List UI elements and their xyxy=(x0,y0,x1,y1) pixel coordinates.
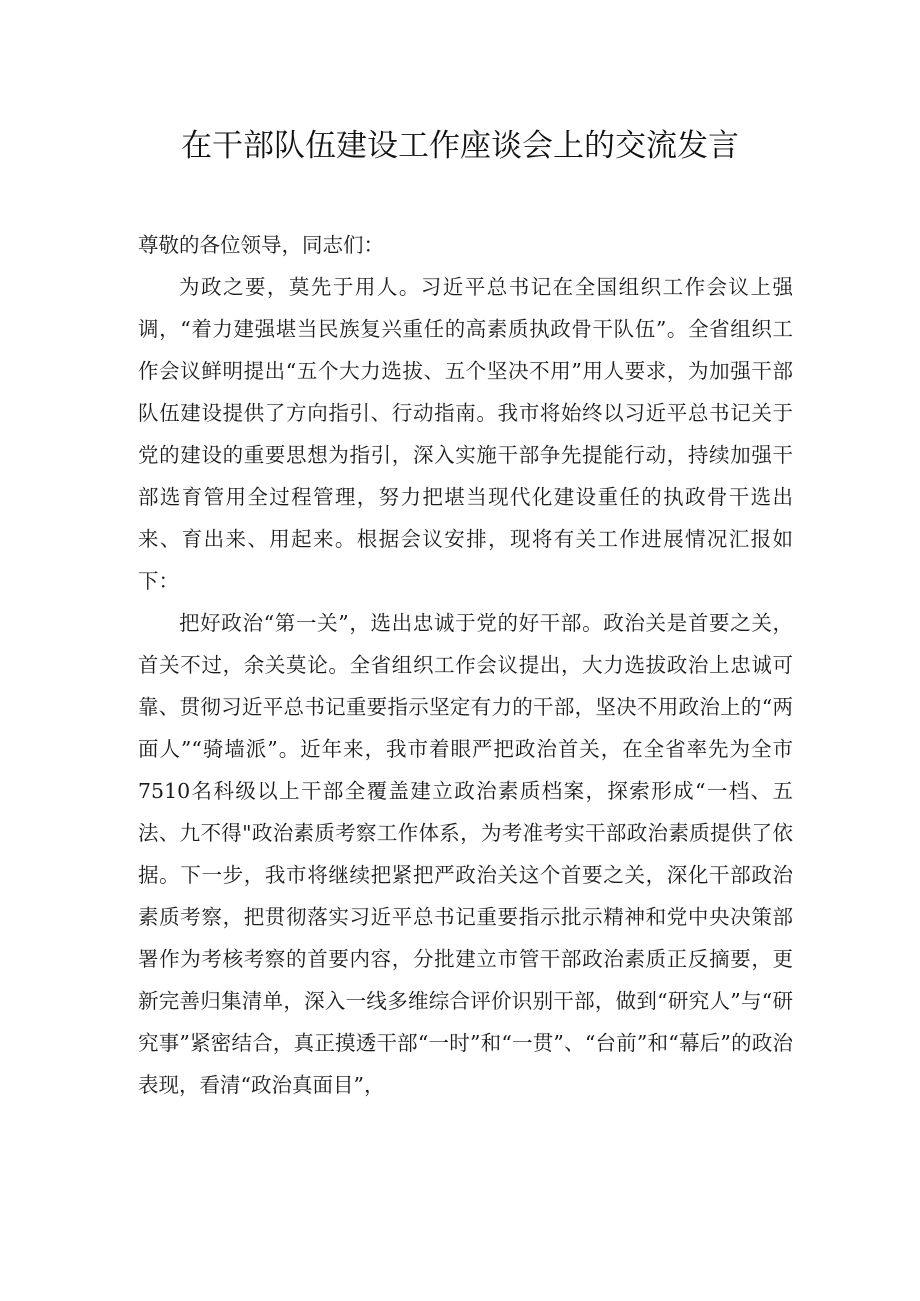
paragraph-political-check: 把好政治“第一关”，选出忠诚于党的好干部。政治关是首要之关，首关不过，余关莫论。全省组织工作会议提出，大力选拔政治上忠诚可靠、贯彻习近平总书记重要指示坚定有力的干部，坚决不用政治上的“两面人”“骑墙派”。近年来，我市着眼严把政治首关，在全省率先为全市7510名科级以上干部全覆盖建立政治素质档案，探索形成“一档、五法、九不得"政治素质考察工作体系，为考准考实干部政治素质提供了依据。下一步，我市将继续把紧把严政治关这个首要之关，深化干部政治素质考察，把贯彻落实习近平总书记重要指示批示精神和党中央决策部署作为考核考察的首要内容，分批建立市管干部政治素质正反摘要，更新完善归集清单，深入一线多维综合评价识别干部，做到“研究人”与“研究事”紧密结合，真正摸透干部“一时”和“一贯”、“台前”和“幕后”的政治表现，看清“政治真面目”， xyxy=(138,611,793,1097)
document-title: 在干部队伍建设工作座谈会上的交流发言 xyxy=(181,128,739,164)
salutation: 尊敬的各位领导，同志们： xyxy=(138,233,384,257)
paragraph-intro: 为政之要，莫先于用人。习近平总书记在全国组织工作会议上强调，“着力建强堪当民族复兴重任的高素质执政骨干队伍”。全省组织工作会议鲜明提出“五个大力选拔、五个坚决不用”用人要求，为加强干部队伍建设提供了方向指引、行动指南。我市将始终以习近平总书记关于党的建设的重要思想为指引，深入实施干部争先提能行动，持续加强干部选育管用全过程管理，努力把堪当现代化建设重任的执政骨干选出来、育出来、用起来。根据会议安排，现将有关工作进展情况汇报如下： xyxy=(138,275,793,593)
document-body xyxy=(138,224,793,1106)
